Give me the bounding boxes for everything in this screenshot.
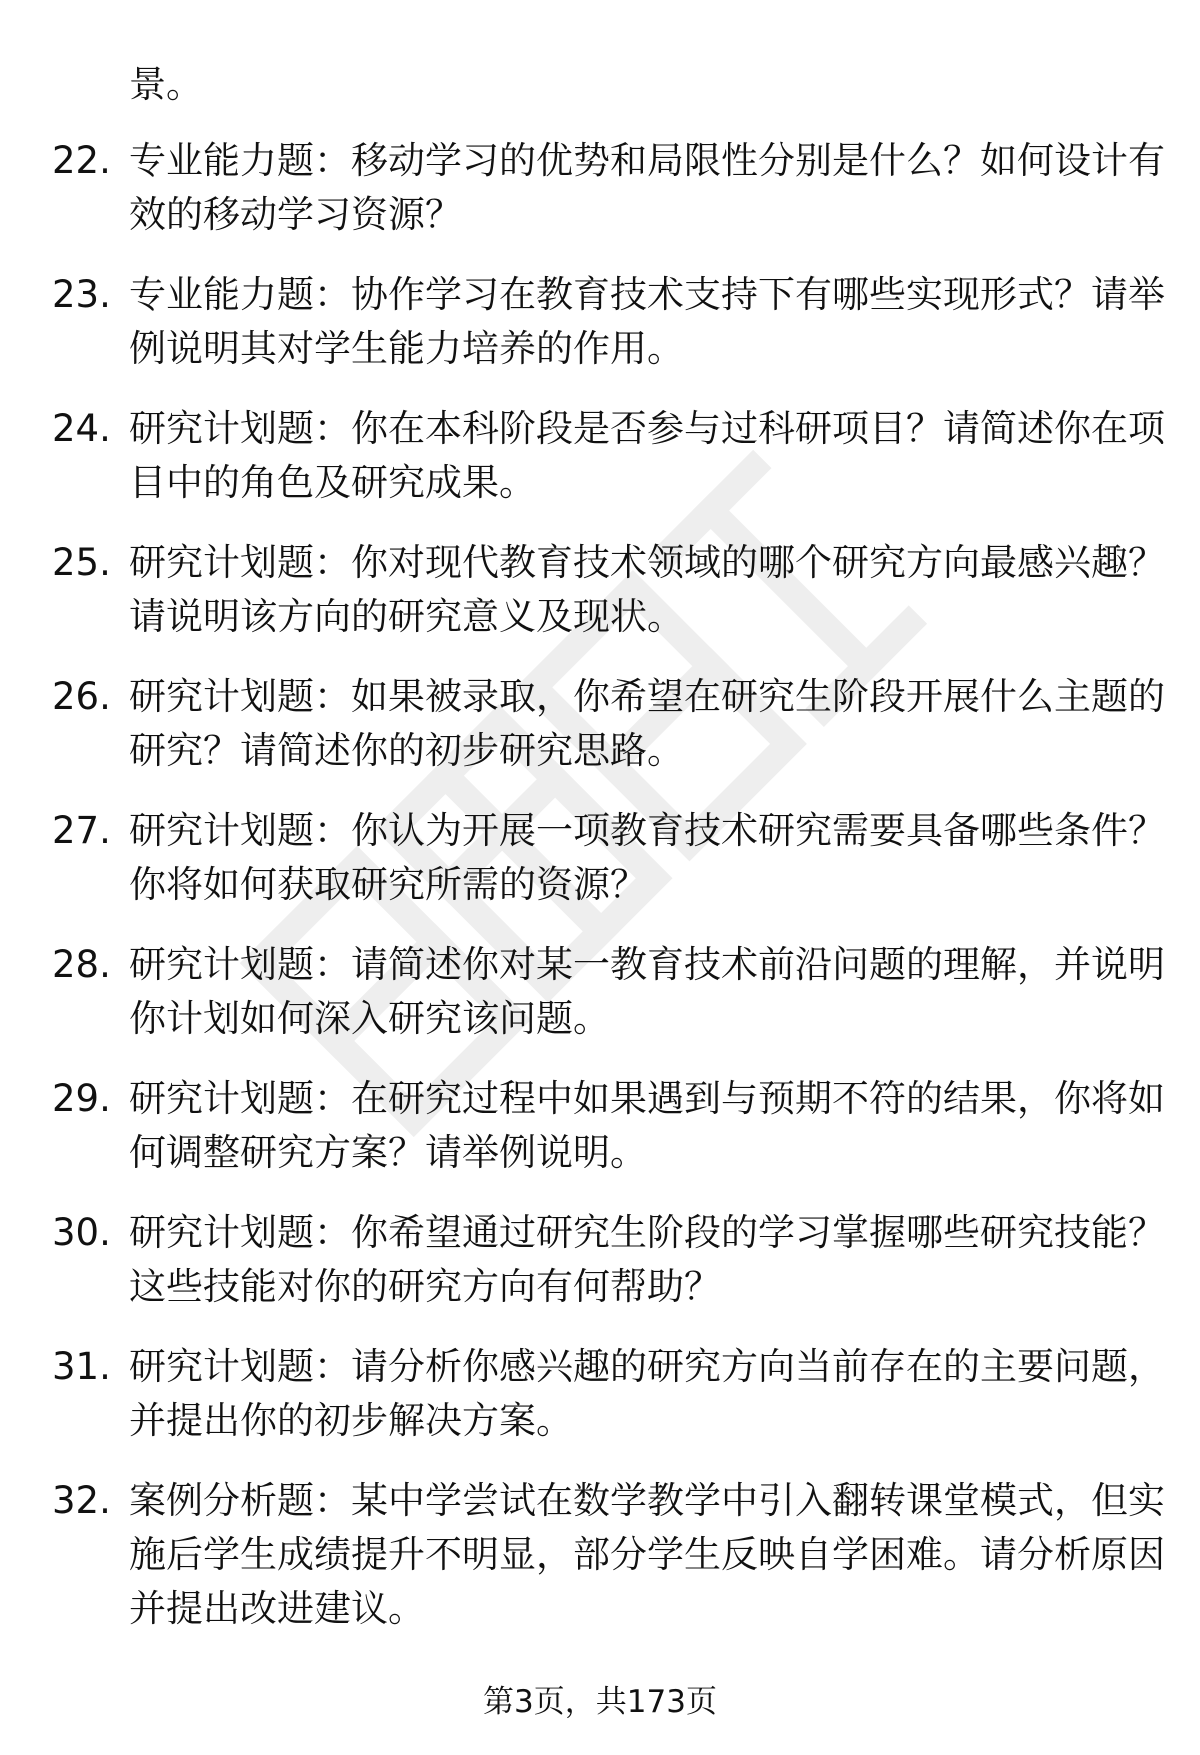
continuation-text: 景。 [129,63,203,106]
question-line: 目中的角色及研究成果。 [129,461,536,504]
question-item [52,268,1165,376]
question-text [129,536,1165,644]
question-number: 32. [52,1479,111,1522]
question-line: 专业能力题：协作学习在教育技术支持下有哪些实现形式？请举 [129,273,1165,316]
question-text [129,402,1165,510]
question-line: 研究？请简述你的初步研究思路。 [129,729,684,772]
question-text [129,1206,1165,1314]
question-text [129,1072,1165,1180]
question-number: 24. [52,407,111,450]
question-text [129,1474,1165,1636]
question-item [52,536,1165,644]
question-line: 研究计划题：请简述你对某一教育技术前沿问题的理解，并说明 [129,943,1165,986]
question-number: 26. [52,675,111,718]
question-item [52,134,1165,242]
question-line: 研究计划题：你对现代教育技术领域的哪个研究方向最感兴趣？ [129,541,1165,584]
question-line: 效的移动学习资源？ [129,193,462,236]
question-item [52,1206,1165,1314]
question-line: 何调整研究方案？请举例说明。 [129,1131,647,1174]
question-text [129,804,1165,912]
question-line: 例说明其对学生能力培养的作用。 [129,327,684,370]
question-line: 你计划如何深入研究该问题。 [129,997,610,1040]
question-line: 这些技能对你的研究方向有何帮助？ [129,1265,721,1308]
question-line: 研究计划题：你在本科阶段是否参与过科研项目？请简述你在项 [129,407,1165,450]
question-line: 研究计划题：在研究过程中如果遇到与预期不符的结果，你将如 [129,1077,1165,1120]
question-item [52,938,1165,1046]
question-text [129,938,1165,1046]
question-line: 并提出改进建议。 [129,1587,425,1630]
question-number: 30. [52,1211,111,1254]
question-text [129,1340,1165,1448]
question-item [52,1072,1165,1180]
question-line: 你将如何获取研究所需的资源？ [129,863,647,906]
question-number: 29. [52,1077,111,1120]
question-number: 25. [52,541,111,584]
question-number: 22. [52,139,111,182]
question-item [52,804,1165,912]
page-footer: 第3页，共173页 [483,1684,717,1720]
question-line: 研究计划题：你希望通过研究生阶段的学习掌握哪些研究技能？ [129,1211,1165,1254]
question-text [129,268,1165,376]
question-line: 请说明该方向的研究意义及现状。 [129,595,684,638]
question-item [52,1474,1165,1636]
question-line: 研究计划题：请分析你感兴趣的研究方向当前存在的主要问题， [129,1345,1165,1388]
question-item [52,670,1165,778]
question-line: 施后学生成绩提升不明显，部分学生反映自学困难。请分析原因 [129,1533,1165,1576]
question-number: 31. [52,1345,111,1388]
question-line: 专业能力题：移动学习的优势和局限性分别是什么？如何设计有 [129,139,1165,182]
question-number: 28. [52,943,111,986]
question-line: 研究计划题：你认为开展一项教育技术研究需要具备哪些条件？ [129,809,1165,852]
question-line: 研究计划题：如果被录取，你希望在研究生阶段开展什么主题的 [129,675,1165,718]
question-text [129,670,1165,778]
question-item [52,402,1165,510]
question-text [129,134,1165,242]
question-number: 27. [52,809,111,852]
question-line: 案例分析题：某中学尝试在数学教学中引入翻转课堂模式，但实 [129,1479,1165,1522]
question-number: 23. [52,273,111,316]
question-item [52,1340,1165,1448]
question-line: 并提出你的初步解决方案。 [129,1399,573,1442]
